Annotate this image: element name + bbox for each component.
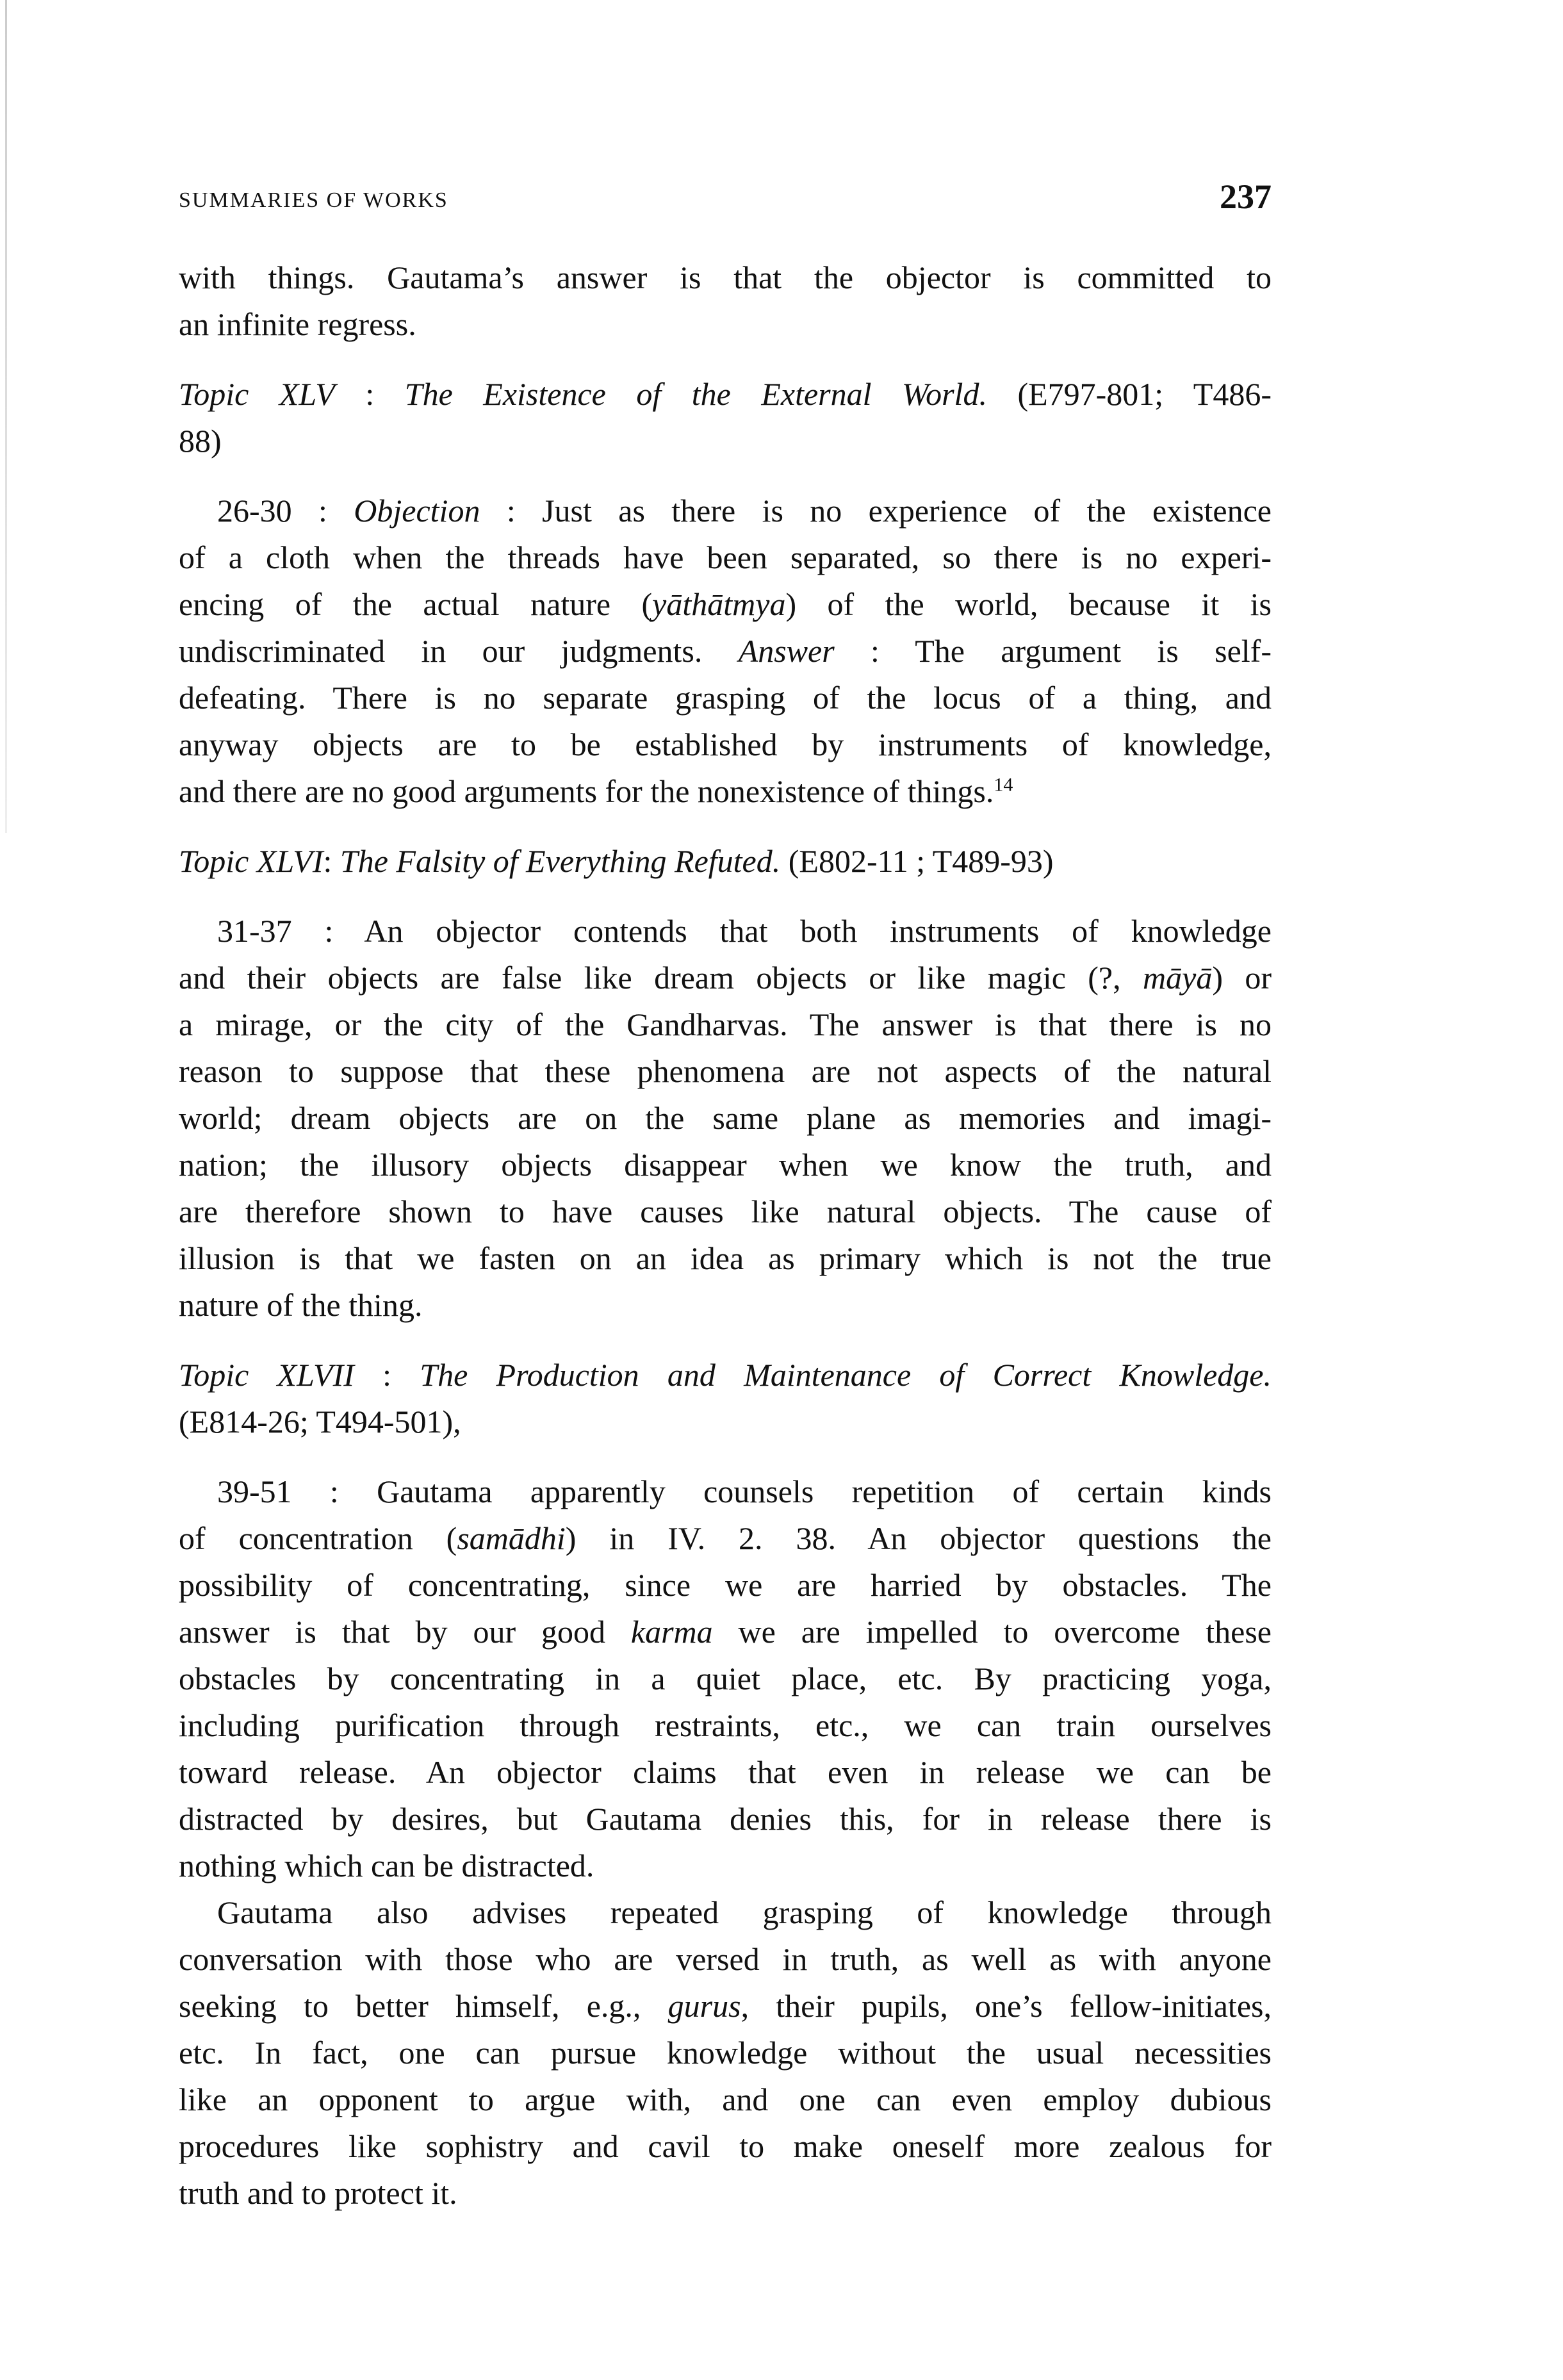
text-run: and there are no good arguments for the nonexistence of things.	[179, 773, 994, 809]
text-run: and their objects are false like dream objects or like magic (?,	[179, 960, 1143, 996]
text-line	[179, 1796, 1272, 1842]
text-line	[179, 371, 1272, 418]
text-run: (E802-11 ; T489-93)	[780, 843, 1054, 879]
text-line	[179, 1188, 1272, 1235]
italic-text: samādhi	[457, 1520, 566, 1556]
text-line	[179, 908, 1272, 955]
text-run: :	[354, 1357, 420, 1393]
text-run: with things. Gautama’s answer is that the objector is committed to	[179, 259, 1272, 295]
text-run: undiscriminated in our judgments.	[179, 633, 739, 669]
paragraph	[179, 1468, 1272, 1889]
text-line	[179, 488, 1272, 534]
paragraph	[179, 371, 1272, 464]
text-run: 31-37 : An objector contends that both instruments of knowledge	[217, 913, 1272, 949]
text-run: nothing which can be distracted.	[179, 1848, 594, 1883]
text-line	[179, 1468, 1272, 1515]
text-run: encing of the actual nature (	[179, 586, 653, 622]
italic-text: karma	[630, 1614, 713, 1650]
text-run: ) of the world, because it is	[785, 586, 1272, 622]
text-run: world; dream objects are on the same plane as memories and imagi-	[179, 1100, 1272, 1136]
text-run: (E797-801; T486-	[986, 376, 1272, 412]
text-run: like an opponent to argue with, and one can even employ dubious	[179, 2081, 1272, 2117]
page-body	[179, 254, 1272, 2217]
text-run: 39-51 : Gautama apparently counsels repetition of certain kinds	[217, 1473, 1272, 1509]
text-line	[179, 1515, 1272, 1562]
italic-text: Answer	[738, 633, 835, 669]
text-run: nation; the illusory objects disappear when we know the truth, and	[179, 1147, 1272, 1183]
text-run: procedures like sophistry and cavil to make oneself more zealous for	[179, 2128, 1272, 2164]
text-run: ) in IV. 2. 38. An objector questions the	[565, 1520, 1272, 1556]
scan-edge-artifact	[5, 0, 7, 833]
paragraph	[179, 1352, 1272, 1445]
text-line	[179, 2170, 1272, 2217]
text-run: 26-30 :	[217, 493, 354, 529]
text-line	[179, 721, 1272, 768]
text-line	[179, 1842, 1272, 1889]
text-run: (E814-26; T494-501),	[179, 1404, 461, 1440]
text-run: we are impelled to overcome these	[712, 1614, 1272, 1650]
text-run: seeking to better himself, e.g.,	[179, 1988, 668, 2024]
text-line	[179, 1609, 1272, 1655]
text-run: obstacles by concentrating in a quiet place, etc. By practicing yoga,	[179, 1661, 1272, 1696]
text-line	[179, 768, 1272, 815]
text-run: defeating. There is no separate grasping of the locus of a thing, and	[179, 680, 1272, 716]
text-run: :	[334, 376, 405, 412]
text-run: illusion is that we fasten on an idea as primary which is not the true	[179, 1240, 1272, 1276]
text-line	[179, 1936, 1272, 1983]
text-run: possibility of concentrating, since we are harried by obstacles. The	[179, 1567, 1272, 1603]
text-line	[179, 301, 1272, 348]
text-line	[179, 2076, 1272, 2123]
italic-text: The Existence of the External World.	[404, 376, 987, 412]
text-run: including purification through restraints, etc., we can train ourselves	[179, 1707, 1272, 1743]
text-run: Gautama also advises repeated grasping of knowledge through	[217, 1894, 1272, 1930]
text-line	[179, 1001, 1272, 1048]
text-run: of a cloth when the threads have been separated, so there is no experi-	[179, 539, 1272, 575]
text-run: : The argument is self-	[834, 633, 1272, 669]
text-run: anyway objects are to be established by instruments of knowledge,	[179, 726, 1272, 762]
text-run: conversation with those who are versed in truth, as well as with anyone	[179, 1941, 1272, 1977]
text-line	[179, 1702, 1272, 1749]
text-run: ) or	[1212, 960, 1272, 996]
text-line	[179, 1095, 1272, 1142]
italic-text: Topic XLV	[179, 376, 335, 412]
text-line	[179, 1399, 1272, 1445]
text-line	[179, 1749, 1272, 1796]
text-line	[179, 1562, 1272, 1609]
paragraph	[179, 488, 1272, 815]
text-run: toward release. An objector claims that even in release we can be	[179, 1754, 1272, 1790]
italic-text: yāthātmya	[652, 586, 786, 622]
italic-text: gurus	[667, 1988, 741, 2024]
text-run: , their pupils, one’s fellow-initiates,	[741, 1988, 1272, 2024]
text-line	[179, 1048, 1272, 1095]
text-line	[179, 1282, 1272, 1329]
page-header	[179, 168, 1272, 219]
text-line	[179, 628, 1272, 675]
text-line	[179, 1983, 1272, 2030]
page-number: 237	[1220, 177, 1272, 216]
italic-text: Topic XLVI	[179, 843, 323, 879]
text-run: distracted by desires, but Gautama denies this, for in release there is	[179, 1801, 1272, 1837]
text-run: truth and to protect it.	[179, 2175, 457, 2211]
text-line	[179, 254, 1272, 301]
text-line	[179, 1655, 1272, 1702]
text-line	[179, 675, 1272, 721]
running-title: SUMMARIES OF WORKS	[179, 188, 448, 212]
italic-text: Topic XLVII	[179, 1357, 354, 1393]
text-run: of concentration (	[179, 1520, 457, 1556]
text-line	[179, 1889, 1272, 1936]
text-run: nature of the thing.	[179, 1287, 423, 1323]
text-run: an infinite regress.	[179, 306, 416, 342]
text-run: are therefore shown to have causes like natural objects. The cause of	[179, 1194, 1272, 1229]
italic-text: māyā	[1143, 960, 1213, 996]
text-line	[179, 581, 1272, 628]
paragraph	[179, 908, 1272, 1329]
text-run: a mirage, or the city of the Gandharvas. The answer is that there is no	[179, 1006, 1272, 1042]
text-run: 88)	[179, 423, 222, 459]
paragraph	[179, 254, 1272, 348]
italic-text: The Production and Maintenance of Correct Knowledge.	[420, 1357, 1272, 1393]
text-line	[179, 1142, 1272, 1188]
text-run: answer is that by our good	[179, 1614, 631, 1650]
text-line	[179, 955, 1272, 1001]
text-line	[179, 418, 1272, 464]
text-run: reason to suppose that these phenomena are not aspects of the natural	[179, 1053, 1272, 1089]
paragraph	[179, 1889, 1272, 2217]
italic-text: Objection	[354, 493, 480, 529]
text-line	[179, 1235, 1272, 1282]
paragraph	[179, 838, 1272, 885]
text-run: :	[323, 843, 340, 879]
text-line	[179, 534, 1272, 581]
text-line	[179, 2030, 1272, 2076]
footnote-marker: 14	[994, 774, 1013, 796]
italic-text: The Falsity of Everything Refuted.	[340, 843, 781, 879]
text-line	[179, 1352, 1272, 1399]
text-run: etc. In fact, one can pursue knowledge without the usual necessities	[179, 2035, 1272, 2071]
text-run: : Just as there is no experience of the existence	[480, 493, 1272, 529]
text-line	[179, 838, 1272, 885]
text-line	[179, 2123, 1272, 2170]
